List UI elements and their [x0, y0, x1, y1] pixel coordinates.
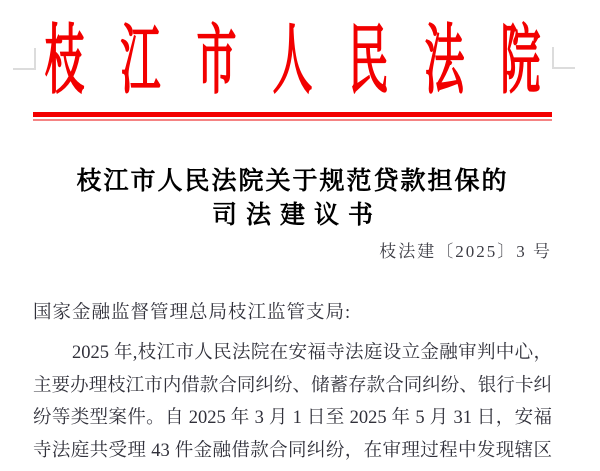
letterhead-rule-thin: [33, 119, 552, 121]
letterhead-separator-rule: [33, 112, 552, 121]
body-line: 纷等类型案件。自 2025 年 3 月 1 日至 2025 年 5 月 31 日，安福: [33, 408, 552, 428]
body-paragraph: [33, 337, 552, 467]
letterhead-court-name: 枝江市人民法院: [44, 18, 577, 104]
document-number: 枝法建〔2025〕3 号: [379, 242, 552, 261]
recipient-salutation: 国家金融监督管理总局枝江监管支局:: [33, 303, 352, 323]
document-title-line1: 枝江市人民法院关于规范贷款担保的: [76, 168, 509, 195]
body-line: 主要办理枝江市内借款合同纠纷、储蓄存款合同纠纷、银行卡纠: [33, 375, 552, 396]
body-line: 寺法庭共受理 43 件金融借款合同纠纷，在审理过程中发现辖区: [33, 440, 552, 461]
letterhead-rule-thick: [33, 112, 552, 117]
document-title-line2: 司法建议书: [211, 202, 382, 229]
document-title: [33, 165, 552, 233]
body-line: 2025 年,枝江市人民法院在安福寺法庭设立金融审判中心，: [72, 343, 552, 363]
